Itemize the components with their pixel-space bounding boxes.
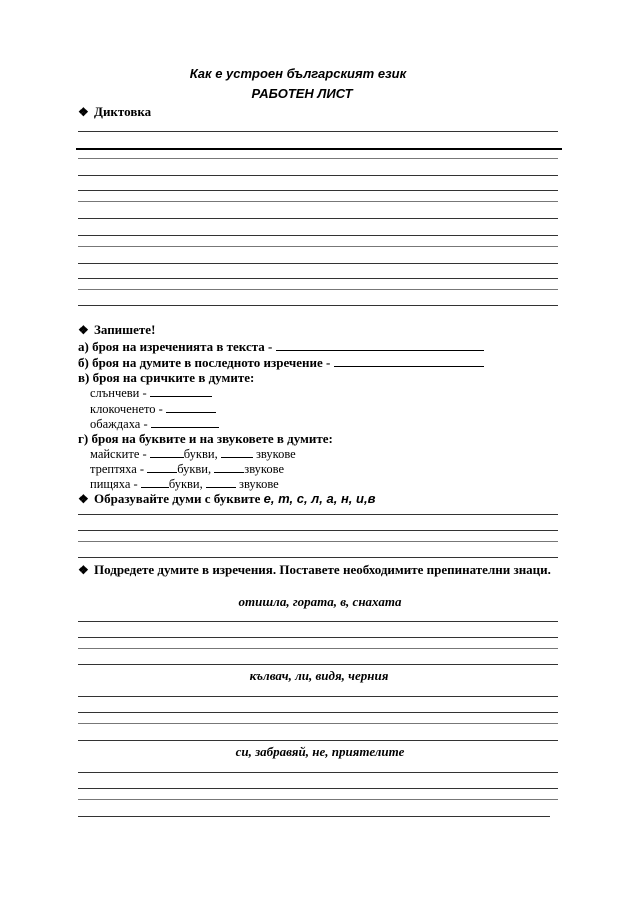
question-d: г) броя на буквите и на звуковете в думите: xyxy=(78,431,333,446)
form-words-heading xyxy=(78,491,375,507)
writing-line[interactable] xyxy=(78,530,558,531)
word-group-3: си, забравяй, не, приятелите xyxy=(235,744,405,759)
answer-blank[interactable] xyxy=(214,461,244,473)
letters-sounds-row: пищяха - букви, звукове xyxy=(90,477,279,491)
dictation-label: Диктовка xyxy=(94,104,152,119)
worksheet-title: Как е устроен българският език xyxy=(189,66,407,81)
diamond-bullet-icon: ❖ xyxy=(78,492,89,506)
letters-sounds-row: майските - букви, звукове xyxy=(90,447,296,461)
syllable-row: клокоченето - xyxy=(90,401,216,417)
word-group-1: отишла, гората, в, снахата xyxy=(238,594,402,609)
writing-line[interactable] xyxy=(78,201,558,202)
answer-blank[interactable] xyxy=(334,355,484,367)
answer-blank[interactable] xyxy=(147,461,177,473)
writing-line[interactable] xyxy=(78,816,550,817)
answer-blank[interactable] xyxy=(206,476,236,488)
writing-line[interactable] xyxy=(78,235,558,236)
writing-line[interactable] xyxy=(78,514,558,515)
writing-line[interactable] xyxy=(78,246,558,247)
letters-sounds-row: трептяха - букви, звукове xyxy=(90,462,284,476)
syllable-row: слънчеви - xyxy=(90,385,212,401)
writing-line[interactable] xyxy=(78,740,558,741)
writing-line[interactable] xyxy=(78,712,558,713)
writing-line[interactable] xyxy=(78,541,558,542)
writing-line[interactable] xyxy=(78,278,558,279)
write-label: Запишете! xyxy=(94,322,156,337)
worksheet-subtitle: РАБОТЕН ЛИСТ xyxy=(251,86,353,101)
arrange-label: Подредете думите в изречения. Поставете необходимите препинателни знаци. xyxy=(94,562,551,577)
writing-line[interactable] xyxy=(78,723,558,724)
diamond-bullet-icon: ❖ xyxy=(78,323,89,337)
letters-list: е, т, с, л, а, н, и,в xyxy=(263,491,376,506)
writing-line[interactable] xyxy=(78,131,558,132)
writing-line[interactable] xyxy=(78,289,558,290)
writing-line[interactable] xyxy=(78,305,558,306)
writing-line[interactable] xyxy=(78,621,558,622)
question-c: в) броя на сричките в думите: xyxy=(78,370,255,385)
answer-blank[interactable] xyxy=(141,476,169,488)
writing-line[interactable] xyxy=(78,263,558,264)
writing-line[interactable] xyxy=(78,788,558,789)
diamond-bullet-icon: ❖ xyxy=(78,105,89,119)
write-heading xyxy=(78,322,155,338)
writing-line[interactable] xyxy=(78,175,558,176)
writing-line[interactable] xyxy=(78,664,558,665)
answer-blank[interactable] xyxy=(221,446,253,458)
answer-blank[interactable] xyxy=(166,401,216,413)
writing-line[interactable] xyxy=(78,696,558,697)
question-a: а) броя на изреченията в текста - xyxy=(78,339,484,355)
writing-line[interactable] xyxy=(78,799,558,800)
dictation-heading xyxy=(78,104,151,120)
word-group-2: кълвач, ли, видя, черния xyxy=(249,668,389,683)
form-words-label: Образувайте думи с буквите xyxy=(94,491,261,506)
writing-line[interactable] xyxy=(78,158,558,159)
answer-blank[interactable] xyxy=(151,416,219,428)
writing-line[interactable] xyxy=(78,218,558,219)
writing-line[interactable] xyxy=(78,648,558,649)
answer-blank[interactable] xyxy=(150,385,212,397)
writing-line[interactable] xyxy=(78,190,558,191)
diamond-bullet-icon: ❖ xyxy=(78,563,89,577)
question-b: б) броя на думите в последното изречение - xyxy=(78,355,484,371)
answer-blank[interactable] xyxy=(276,339,484,351)
writing-line[interactable] xyxy=(78,772,558,773)
writing-line[interactable] xyxy=(76,148,562,150)
answer-blank[interactable] xyxy=(150,446,184,458)
writing-line[interactable] xyxy=(78,557,558,558)
arrange-heading xyxy=(78,562,551,578)
writing-line[interactable] xyxy=(78,637,558,638)
syllable-row: обаждаха - xyxy=(90,416,219,432)
